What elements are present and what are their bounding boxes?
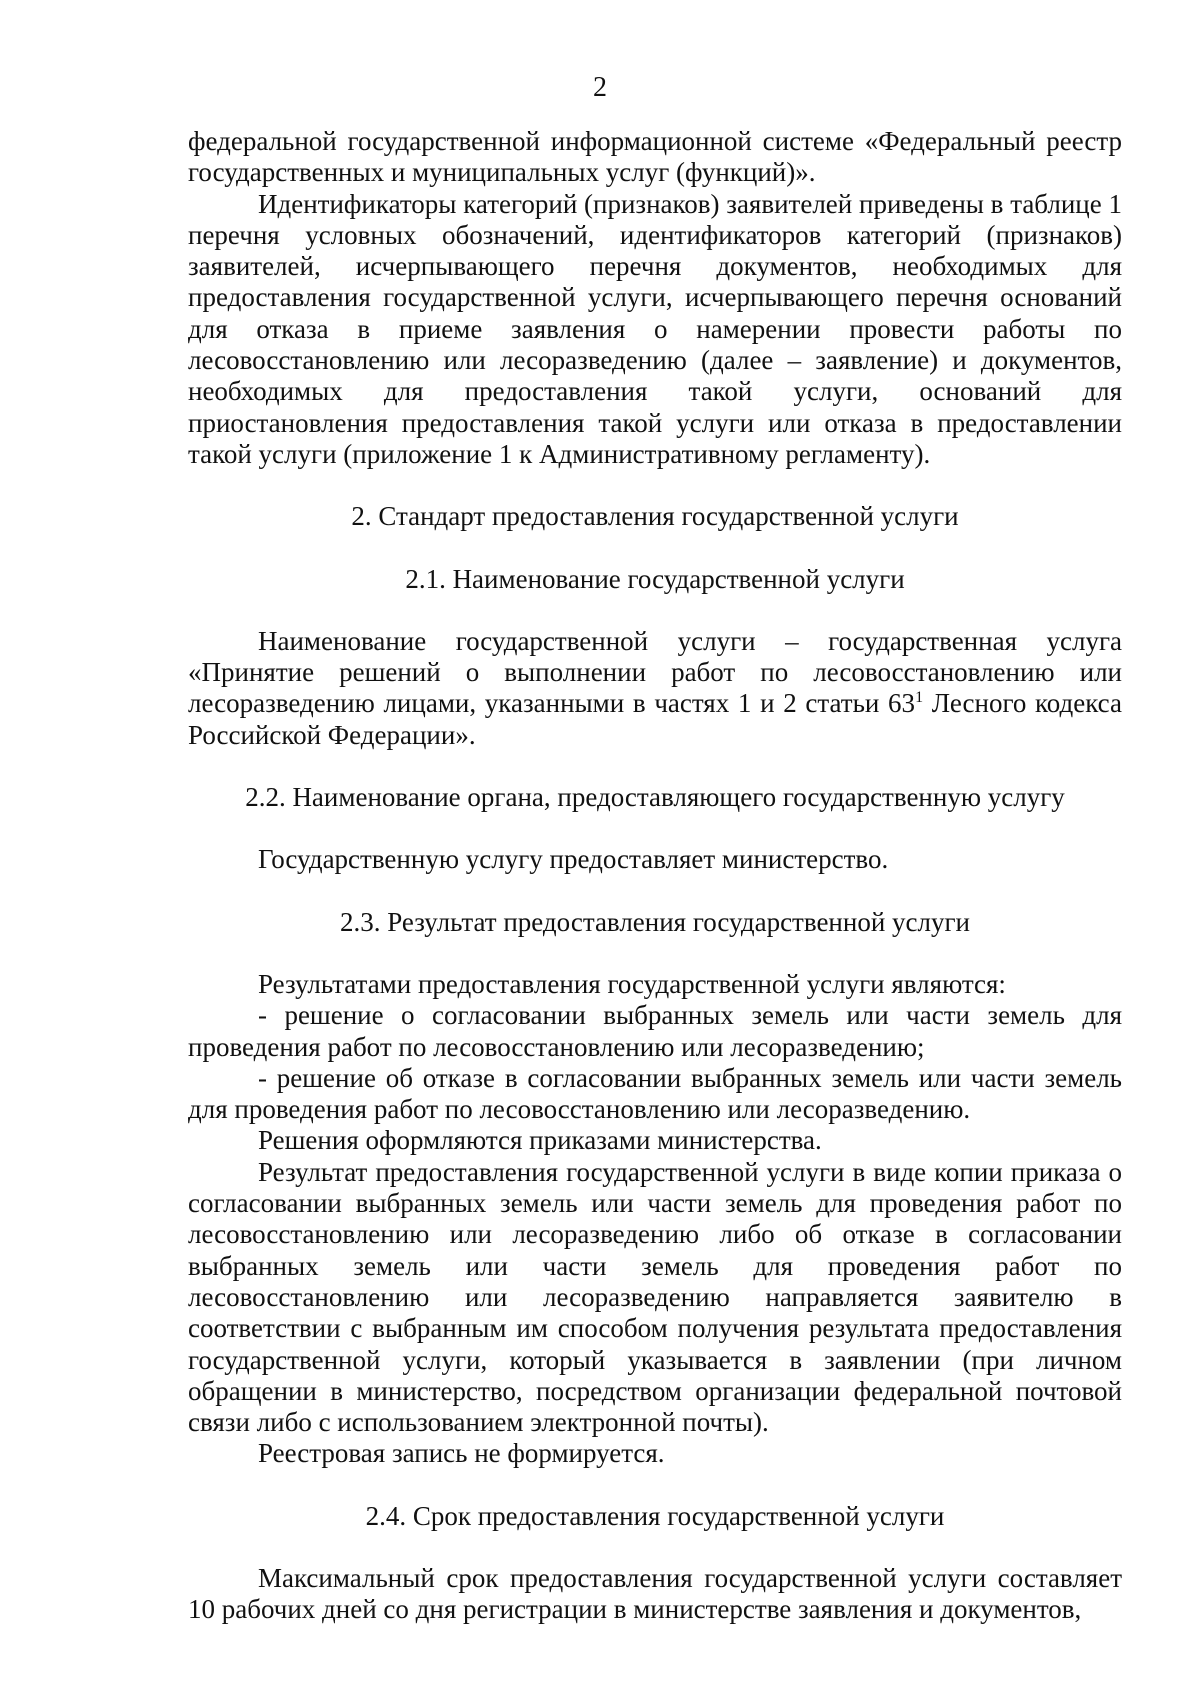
paragraph-result-delivery: Результат предоставления государственной услуги в виде копии приказа о согласовании выбранных земель или части земель для проведения работ по лесовосстановлению или лесоразведению либо об отказе в согласовании выбранных земель или части земель для проведения работ по лесовосстановлению или лесоразведению направляется заявителю в соответствии с выбранным им способом получения результата предоставления государственной услуги, который указывается в заявлении (при личном обращении в министерство, посредством организации федеральной почтовой связи либо с использованием электронной почты). bbox=[188, 1156, 1122, 1438]
service-name-text: Наименование государственной услуги – государственная услуга «Принятие решений о выполнении работ по лесовосстановлению или лесоразведению лицами, указанными в частях 1 и 2 статьи 63 bbox=[188, 625, 1122, 719]
list-item-approval-decision: - решение о согласовании выбранных земель или части земель для проведения работ по лесовосстановлению или лесоразведению; bbox=[188, 1000, 1122, 1062]
section-heading-2-2: 2.2. Наименование органа, предоставляющего государственную услугу bbox=[245, 782, 1065, 813]
paragraph-providing-authority: Государственную услугу предоставляет министерство. bbox=[258, 844, 889, 875]
service-name-text-end: Лесного кодекса Российской Федерации». bbox=[188, 688, 1122, 750]
article-superscript: 1 bbox=[915, 689, 924, 707]
paragraph-registry-continuation: федеральной государственной информационной системе «Федеральный реестр государственных и муниципальных услуг (функций)». bbox=[188, 126, 1122, 188]
paragraph-applicant-identifiers: Идентификаторы категорий (признаков) заявителей приведены в таблице 1 перечня условных обозначений, идентификаторов категорий (признаков) заявителей, исчерпывающего перечня документов, необходимых для предоставления государственной услуги, исчерпывающего перечня оснований для отказа в приеме заявления о намерении провести работы по лесовосстановлению или лесоразведению (далее – заявление) и документов, необходимых для предоставления такой услуги, оснований для приостановления предоставления такой услуги или отказа в предоставлении такой услуги (приложение 1 к Административному регламенту). bbox=[188, 188, 1122, 469]
page-number: 2 bbox=[593, 72, 607, 103]
section-heading-2: 2. Стандарт предоставления государственной услуги bbox=[351, 501, 959, 532]
section-heading-2-4: 2.4. Срок предоставления государственной услуги bbox=[365, 1500, 945, 1531]
section-heading-2-1: 2.1. Наименование государственной услуги bbox=[405, 563, 905, 594]
paragraph-service-name bbox=[188, 626, 1122, 751]
paragraph-decisions-form: Решения оформляются приказами министерства. bbox=[258, 1125, 822, 1156]
document-body bbox=[188, 126, 1122, 1626]
paragraph-results-intro: Результатами предоставления государственной услуги являются: bbox=[258, 968, 1006, 999]
list-item-refusal-decision: - решение об отказе в согласовании выбранных земель или части земель для проведения работ по лесовосстановлению или лесоразведению. bbox=[188, 1062, 1122, 1125]
paragraph-registry-record: Реестровая запись не формируется. bbox=[258, 1438, 665, 1469]
section-heading-2-3: 2.3. Результат предоставления государственной услуги bbox=[339, 906, 971, 937]
paragraph-service-term: Максимальный срок предоставления государственной услуги составляет 10 рабочих дней со дня регистрации в министерстве заявления и документов, bbox=[188, 1562, 1122, 1625]
